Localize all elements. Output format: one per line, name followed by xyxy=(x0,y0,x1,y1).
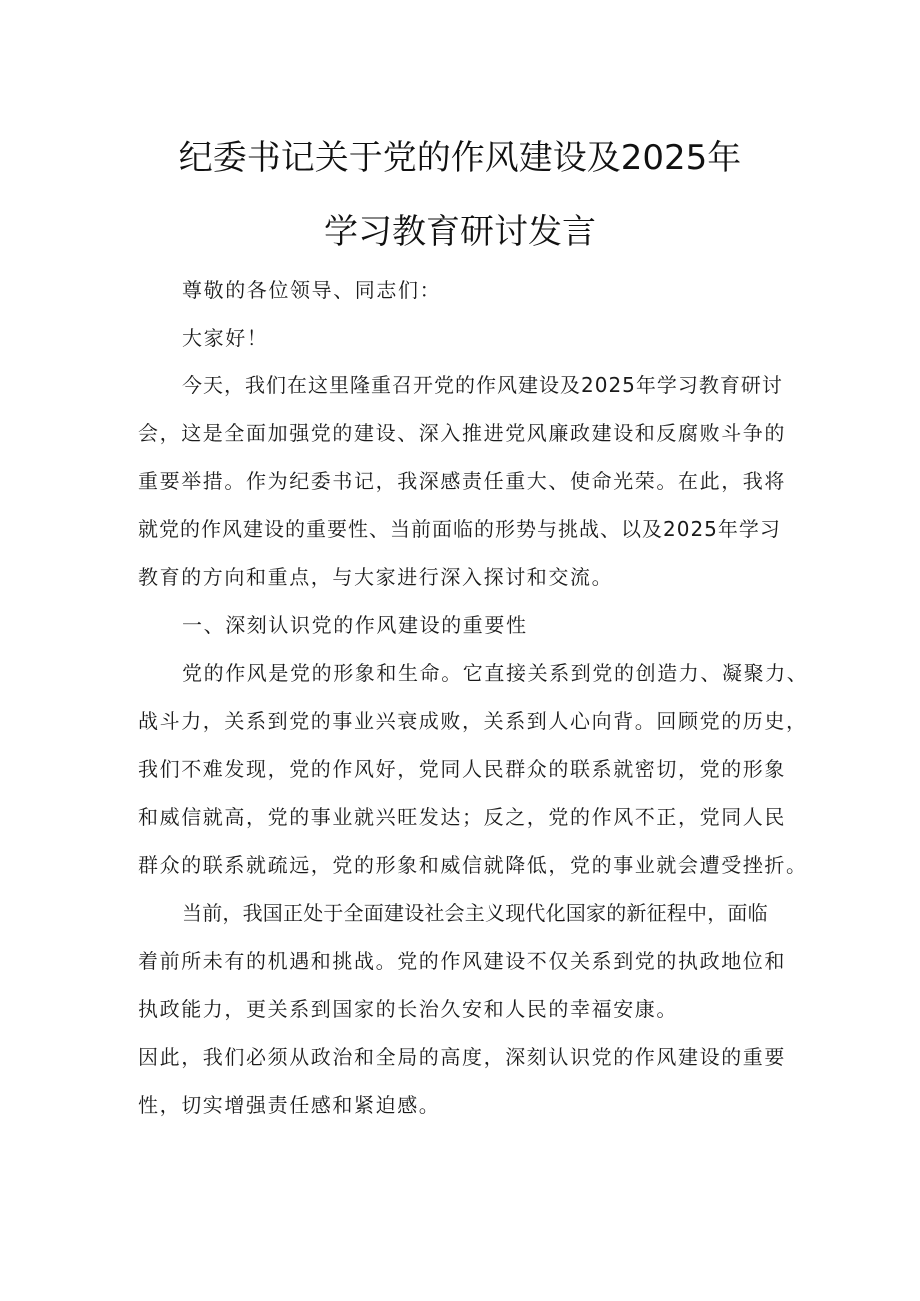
para1-line-4: 和威信就高，党的事业就兴旺发达；反之，党的作风不正，党同人民 xyxy=(138,805,786,829)
para3-line-1: 因此，我们必须从政治和全局的高度，深刻认识党的作风建设的重要 xyxy=(138,1045,786,1069)
para1-line-2: 战斗力，关系到党的事业兴衰成败，关系到人心向背。回顾党的历史， xyxy=(138,709,808,733)
salutation: 尊敬的各位领导、同志们： xyxy=(182,278,442,302)
intro-line-1: 今天，我们在这里隆重召开党的作风建设及2025年学习教育研讨 xyxy=(182,373,783,397)
greeting: 大家好！ xyxy=(182,326,269,350)
para1-line-3: 我们不难发现，党的作风好，党同人民群众的联系就密切，党的形象 xyxy=(138,757,786,781)
para2-line-1: 当前，我国正处于全面建设社会主义现代化国家的新征程中，面临 xyxy=(182,901,768,925)
para1-line-5: 群众的联系就疏远，党的形象和威信就降低，党的事业就会遭受挫折。 xyxy=(138,853,808,877)
document-title-line-2: 学习教育研讨发言 xyxy=(324,212,596,252)
para1-line-1: 党的作风是党的形象和生命。它直接关系到党的创造力、凝聚力、 xyxy=(182,661,809,685)
intro-line-2: 会，这是全面加强党的建设、深入推进党风廉政建设和反腐败斗争的 xyxy=(138,421,786,445)
para2-line-3: 执政能力，更关系到国家的长治久安和人民的幸福安康。 xyxy=(138,997,678,1021)
intro-line-3: 重要举措。作为纪委书记，我深感责任重大、使命光荣。在此，我将 xyxy=(138,469,786,493)
intro-line-5: 教育的方向和重点，与大家进行深入探讨和交流。 xyxy=(138,565,614,589)
para3-line-2: 性，切实增强责任感和紧迫感。 xyxy=(138,1093,441,1117)
section-1-heading: 一、深刻认识党的作风建设的重要性 xyxy=(182,613,528,637)
intro-line-4: 就党的作风建设的重要性、当前面临的形势与挑战、以及2025年学习 xyxy=(138,517,781,541)
para2-line-2: 着前所未有的机遇和挑战。党的作风建设不仅关系到党的执政地位和 xyxy=(138,949,786,973)
document-title-line-1: 纪委书记关于党的作风建设及2025年 xyxy=(178,138,742,178)
